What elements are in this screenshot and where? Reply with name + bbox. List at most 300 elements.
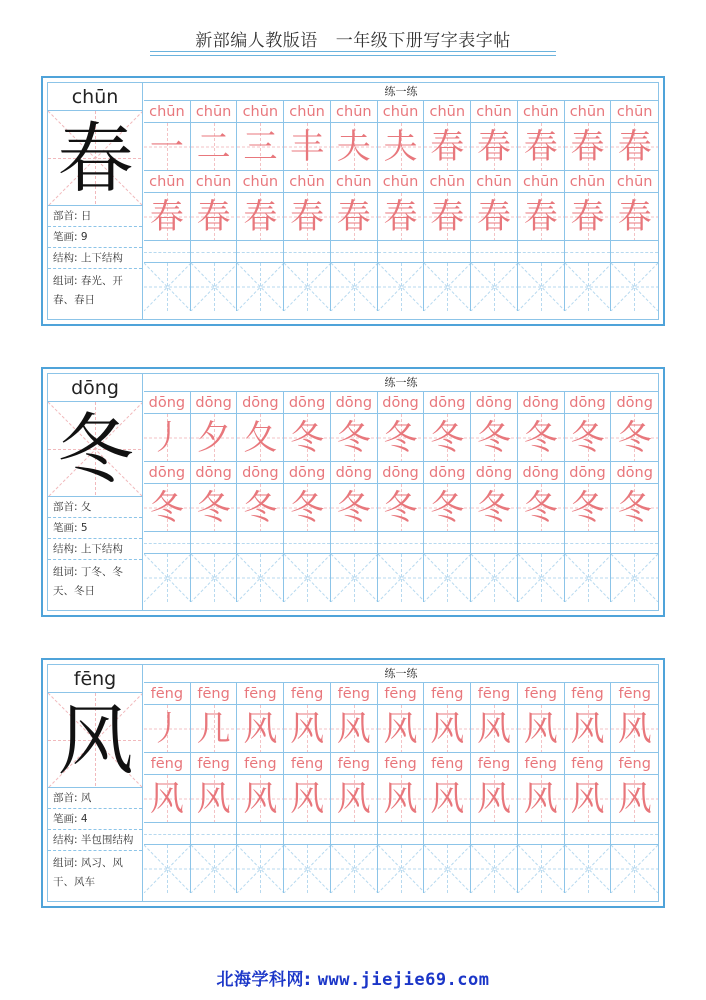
strokes-value: 9 <box>80 231 88 243</box>
stroke-step-cell <box>611 414 658 462</box>
stroke-step-character: 几 <box>196 709 231 749</box>
stroke-step-cell <box>378 123 425 171</box>
pinyin-cell: dōng <box>565 462 612 484</box>
footer-site: 北海学科网: <box>216 970 312 990</box>
pinyin-cell: chūn <box>144 101 191 123</box>
blank-writing-cell[interactable] <box>144 554 191 602</box>
pinyin-cell: fēng <box>565 753 612 775</box>
strokes-label: 笔画: <box>53 522 78 534</box>
footer-url: www.jiejie69.com <box>317 970 490 990</box>
trace-cell <box>191 484 238 532</box>
trace-cell <box>331 775 378 823</box>
trace-cell <box>191 775 238 823</box>
trace-character: 风 <box>477 779 511 819</box>
pinyin-cell: dōng <box>144 392 191 414</box>
blank-writing-cell[interactable] <box>565 263 612 311</box>
trace-cell <box>284 193 331 241</box>
stroke-step-character: 风 <box>430 709 465 749</box>
pinyin-cell: chūn <box>611 171 658 193</box>
blank-pinyin-cell[interactable] <box>471 823 518 845</box>
character-model-box <box>48 693 142 788</box>
structure-value: 上下结构 <box>80 252 123 264</box>
pinyin-cell: chūn <box>331 171 378 193</box>
radical-label: 部首: <box>53 210 78 222</box>
blank-pinyin-cell[interactable] <box>424 823 471 845</box>
structure-label: 结构: <box>53 252 78 264</box>
blank-pinyin-cell[interactable] <box>565 241 612 263</box>
blank-pinyin-cell[interactable] <box>471 532 518 554</box>
blank-writing-cell[interactable] <box>331 845 378 893</box>
trace-character: 冬 <box>383 488 418 528</box>
blank-pinyin-cell[interactable] <box>191 532 238 554</box>
pinyin-cell: chūn <box>191 101 238 123</box>
pinyin-cell: dōng <box>378 462 425 484</box>
stroke-step-character: 丿 <box>149 418 184 458</box>
pinyin-cell: chūn <box>378 101 425 123</box>
pinyin-cell: dōng <box>378 392 425 414</box>
pinyin-cell: dōng <box>424 392 471 414</box>
stroke-step-cell <box>424 414 471 462</box>
trace-cell <box>565 484 612 532</box>
trace-character: 春 <box>477 197 511 237</box>
trace-cell <box>424 193 471 241</box>
radical-info <box>48 497 142 518</box>
pinyin-cell: fēng <box>144 683 191 705</box>
stroke-step-character: 风 <box>523 709 558 749</box>
blank-pinyin-cell[interactable] <box>378 532 425 554</box>
trace-character: 风 <box>336 779 371 819</box>
blank-writing-cell[interactable] <box>378 554 425 602</box>
trace-character: 冬 <box>196 488 231 528</box>
blank-pinyin-cell[interactable] <box>611 823 658 845</box>
blank-pinyin-cell[interactable] <box>611 241 658 263</box>
trace-character: 风 <box>383 779 418 819</box>
stroke-step-character: 夕 <box>196 418 231 458</box>
blank-writing-cell[interactable] <box>331 554 378 602</box>
pinyin-cell: dōng <box>191 462 238 484</box>
blank-writing-cell[interactable] <box>191 554 238 602</box>
trace-cell <box>471 484 518 532</box>
trace-cell <box>424 775 471 823</box>
trace-cell <box>237 775 284 823</box>
stroke-step-cell <box>331 123 378 171</box>
stroke-step-cell <box>518 414 565 462</box>
blank-writing-cell[interactable] <box>284 263 331 311</box>
pinyin-cell: chūn <box>284 101 331 123</box>
blank-writing-cell[interactable] <box>378 845 425 893</box>
blank-writing-cell[interactable] <box>471 554 518 602</box>
stroke-step-cell <box>331 414 378 462</box>
pinyin-cell: dōng <box>144 462 191 484</box>
words-info <box>48 269 142 310</box>
words-value: 春光、开春、春日 <box>53 275 123 306</box>
trace-row <box>144 775 658 823</box>
blank-writing-cell[interactable] <box>284 554 331 602</box>
stroke-step-cell <box>191 414 238 462</box>
stroke-step-cell <box>424 123 471 171</box>
pinyin-cell: chūn <box>471 171 518 193</box>
character-model-box <box>48 111 142 206</box>
stroke-step-character: 风 <box>336 709 371 749</box>
character-card <box>41 76 665 326</box>
pinyin-row <box>144 171 658 193</box>
pinyin-cell: fēng <box>378 683 425 705</box>
blank-writing-cell[interactable] <box>565 845 612 893</box>
trace-character: 冬 <box>617 488 652 528</box>
trace-character: 春 <box>243 197 278 237</box>
pinyin-cell: fēng <box>565 683 612 705</box>
stroke-step-character: 风 <box>617 709 652 749</box>
character-model-box <box>48 402 142 497</box>
stroke-step-cell <box>471 705 518 753</box>
trace-character: 春 <box>149 197 184 237</box>
blank-pinyin-cell[interactable] <box>144 532 191 554</box>
trace-character: 风 <box>570 779 605 819</box>
blank-writing-cell[interactable] <box>424 263 471 311</box>
stroke-step-character: 二 <box>196 127 231 167</box>
stroke-step-cell <box>191 705 238 753</box>
trace-cell <box>611 484 658 532</box>
trace-cell <box>565 775 612 823</box>
blank-pinyin-cell[interactable] <box>518 241 565 263</box>
pinyin-cell: chūn <box>237 101 284 123</box>
stroke-step-cell <box>237 414 284 462</box>
blank-pinyin-cell[interactable] <box>518 823 565 845</box>
pinyin-cell: fēng <box>471 683 518 705</box>
blank-pinyin-cell[interactable] <box>565 823 612 845</box>
pinyin-cell: fēng <box>284 683 331 705</box>
blank-writing-cell[interactable] <box>237 845 284 893</box>
pinyin-cell: dōng <box>518 462 565 484</box>
pinyin-cell: dōng <box>284 462 331 484</box>
trace-character: 冬 <box>149 488 184 528</box>
pinyin-cell: dōng <box>611 392 658 414</box>
stroke-step-character: 春 <box>523 127 558 167</box>
blank-pinyin-cell[interactable] <box>331 241 378 263</box>
words-label: 组词: <box>53 857 78 869</box>
pinyin-cell: chūn <box>191 171 238 193</box>
structure-info <box>48 248 142 269</box>
trace-character: 冬 <box>290 488 325 528</box>
blank-writing-cell[interactable] <box>144 845 191 893</box>
trace-cell <box>471 193 518 241</box>
trace-cell <box>144 193 191 241</box>
trace-character: 风 <box>430 779 465 819</box>
page-header <box>0 26 706 51</box>
trace-cell <box>611 193 658 241</box>
trace-cell <box>611 775 658 823</box>
stroke-count-info <box>48 227 142 248</box>
blank-writing-cell[interactable] <box>611 845 658 893</box>
words-label: 组词: <box>53 275 78 287</box>
blank-pinyin-cell[interactable] <box>284 241 331 263</box>
blank-writing-cell[interactable] <box>237 263 284 311</box>
blank-pinyin-cell[interactable] <box>331 532 378 554</box>
stroke-step-cell <box>331 705 378 753</box>
stroke-step-cell <box>284 414 331 462</box>
stroke-step-cell <box>611 123 658 171</box>
stroke-step-character: 丰 <box>290 127 325 167</box>
words-label: 组词: <box>53 566 78 578</box>
pinyin-cell: chūn <box>518 101 565 123</box>
trace-character: 冬 <box>477 488 511 528</box>
trace-character: 风 <box>290 779 325 819</box>
structure-info <box>48 539 142 560</box>
stroke-step-cell <box>144 123 191 171</box>
header-underline <box>150 51 556 57</box>
blank-writing-cell[interactable] <box>424 554 471 602</box>
stroke-step-character: 风 <box>290 709 325 749</box>
trace-row <box>144 193 658 241</box>
trace-character: 风 <box>523 779 558 819</box>
pinyin-cell: fēng <box>424 753 471 775</box>
blank-writing-cell[interactable] <box>331 263 378 311</box>
blank-pinyin-cell[interactable] <box>237 823 284 845</box>
pinyin-cell: chūn <box>471 101 518 123</box>
pinyin-row <box>144 753 658 775</box>
trace-character: 冬 <box>570 488 605 528</box>
trace-cell <box>424 484 471 532</box>
stroke-order-row <box>144 414 658 462</box>
trace-cell <box>518 484 565 532</box>
stroke-step-cell <box>424 705 471 753</box>
trace-cell <box>144 775 191 823</box>
pinyin-row <box>144 101 658 123</box>
trace-cell <box>144 484 191 532</box>
character-info-column <box>48 374 143 610</box>
blank-writing-cell[interactable] <box>565 554 612 602</box>
pinyin-cell: fēng <box>191 683 238 705</box>
trace-character: 春 <box>383 197 418 237</box>
trace-character: 风 <box>617 779 652 819</box>
stroke-count-info <box>48 809 142 830</box>
character-card <box>41 367 665 617</box>
trace-character: 春 <box>617 197 652 237</box>
pinyin-cell: dōng <box>471 462 518 484</box>
pinyin-cell: dōng <box>284 392 331 414</box>
practice-title: 练一练 <box>144 374 658 392</box>
trace-character: 风 <box>196 779 231 819</box>
blank-writing-cell[interactable] <box>378 263 425 311</box>
pinyin-row <box>144 683 658 705</box>
blank-pinyin-cell[interactable] <box>331 823 378 845</box>
practice-grid <box>144 374 658 610</box>
blank-pinyin-cell[interactable] <box>284 532 331 554</box>
blank-pinyin-cell[interactable] <box>144 241 191 263</box>
pinyin-cell: fēng <box>518 753 565 775</box>
trace-cell <box>237 193 284 241</box>
blank-writing-cell[interactable] <box>191 263 238 311</box>
blank-writing-cell[interactable] <box>518 263 565 311</box>
pinyin-cell: chūn <box>518 171 565 193</box>
character-pinyin: fēng <box>48 665 142 693</box>
stroke-step-cell <box>471 123 518 171</box>
pinyin-cell: chūn <box>424 171 471 193</box>
stroke-step-character: 冬 <box>290 418 325 458</box>
words-info <box>48 851 142 892</box>
blank-writing-cell[interactable] <box>611 554 658 602</box>
pinyin-cell: fēng <box>191 753 238 775</box>
trace-cell <box>191 193 238 241</box>
words-info <box>48 560 142 601</box>
pinyin-cell: fēng <box>471 753 518 775</box>
stroke-step-cell <box>144 705 191 753</box>
blank-writing-cell[interactable] <box>424 845 471 893</box>
radical-value: 风 <box>80 792 92 804</box>
character-info-column <box>48 665 143 901</box>
character-pinyin: chūn <box>48 83 142 111</box>
structure-label: 结构: <box>53 543 78 555</box>
words-value: 风习、风干、风车 <box>53 857 123 888</box>
blank-pinyin-cell[interactable] <box>237 532 284 554</box>
pinyin-cell: dōng <box>518 392 565 414</box>
model-character: 风 <box>57 696 134 785</box>
trace-cell <box>565 193 612 241</box>
pinyin-cell: dōng <box>471 392 518 414</box>
trace-cell <box>471 775 518 823</box>
trace-cell <box>378 775 425 823</box>
pinyin-cell: chūn <box>611 101 658 123</box>
stroke-step-character: 春 <box>430 127 465 167</box>
radical-info <box>48 206 142 227</box>
blank-writing-cell[interactable] <box>518 845 565 893</box>
blank-writing-cell[interactable] <box>144 263 191 311</box>
blank-pinyin-cell[interactable] <box>378 823 425 845</box>
stroke-step-character: 三 <box>243 127 278 167</box>
blank-pinyin-cell[interactable] <box>611 532 658 554</box>
trace-cell <box>284 484 331 532</box>
trace-row <box>144 484 658 532</box>
trace-character: 冬 <box>336 488 371 528</box>
stroke-step-character: 春 <box>570 127 605 167</box>
trace-character: 春 <box>336 197 371 237</box>
stroke-step-character: 冬 <box>430 418 465 458</box>
trace-character: 春 <box>430 197 465 237</box>
trace-cell <box>518 775 565 823</box>
practice-grid <box>144 83 658 319</box>
strokes-label: 笔画: <box>53 813 78 825</box>
pinyin-cell: chūn <box>284 171 331 193</box>
pinyin-cell: dōng <box>331 392 378 414</box>
blank-pinyin-row <box>144 532 658 554</box>
blank-writing-cell[interactable] <box>611 263 658 311</box>
model-character: 冬 <box>57 405 134 494</box>
pinyin-row <box>144 392 658 414</box>
stroke-step-character: 冬 <box>617 418 652 458</box>
stroke-step-character: 丿 <box>149 709 184 749</box>
stroke-step-cell <box>191 123 238 171</box>
stroke-step-cell <box>378 414 425 462</box>
character-info-column <box>48 83 143 319</box>
blank-pinyin-cell[interactable] <box>191 823 238 845</box>
stroke-count-info <box>48 518 142 539</box>
trace-character: 春 <box>570 197 605 237</box>
blank-pinyin-cell[interactable] <box>518 532 565 554</box>
stroke-step-character: 风 <box>570 709 605 749</box>
blank-writing-cell[interactable] <box>518 554 565 602</box>
trace-character: 春 <box>523 197 558 237</box>
trace-cell <box>518 193 565 241</box>
pinyin-cell: dōng <box>424 462 471 484</box>
blank-pinyin-cell[interactable] <box>378 241 425 263</box>
stroke-step-cell <box>237 705 284 753</box>
trace-cell <box>331 193 378 241</box>
pinyin-cell: fēng <box>331 683 378 705</box>
trace-cell <box>237 484 284 532</box>
blank-pinyin-cell[interactable] <box>471 241 518 263</box>
practice-title: 练一练 <box>144 83 658 101</box>
stroke-step-character: 风 <box>383 709 418 749</box>
pinyin-cell: fēng <box>424 683 471 705</box>
character-pinyin: dōng <box>48 374 142 402</box>
blank-pinyin-cell[interactable] <box>237 241 284 263</box>
blank-pinyin-cell[interactable] <box>284 823 331 845</box>
stroke-step-cell <box>378 705 425 753</box>
trace-cell <box>378 193 425 241</box>
pinyin-cell: fēng <box>611 683 658 705</box>
pinyin-cell: chūn <box>378 171 425 193</box>
radical-value: 夂 <box>80 501 92 513</box>
pinyin-cell: chūn <box>331 101 378 123</box>
blank-writing-cell[interactable] <box>471 263 518 311</box>
blank-pinyin-cell[interactable] <box>424 241 471 263</box>
pinyin-cell: fēng <box>237 753 284 775</box>
blank-pinyin-cell[interactable] <box>565 532 612 554</box>
strokes-value: 5 <box>80 522 88 534</box>
stroke-step-cell <box>518 123 565 171</box>
pinyin-cell: chūn <box>144 171 191 193</box>
stroke-step-character: 一 <box>149 127 184 167</box>
blank-pinyin-cell[interactable] <box>191 241 238 263</box>
stroke-order-row <box>144 123 658 171</box>
radical-label: 部首: <box>53 501 78 513</box>
stroke-step-character: 夂 <box>243 418 278 458</box>
practice-grid <box>144 665 658 901</box>
words-value: 丁冬、冬天、冬日 <box>53 566 123 597</box>
stroke-step-cell <box>518 705 565 753</box>
stroke-step-character: 春 <box>617 127 652 167</box>
blank-writing-cell[interactable] <box>471 845 518 893</box>
stroke-step-character: 风 <box>243 709 278 749</box>
pinyin-cell: fēng <box>378 753 425 775</box>
radical-info <box>48 788 142 809</box>
stroke-step-cell <box>611 705 658 753</box>
stroke-step-cell <box>144 414 191 462</box>
character-card <box>41 658 665 908</box>
blank-pinyin-cell[interactable] <box>424 532 471 554</box>
pinyin-cell: dōng <box>331 462 378 484</box>
trace-cell <box>378 484 425 532</box>
stroke-step-character: 冬 <box>336 418 371 458</box>
blank-writing-cell[interactable] <box>191 845 238 893</box>
stroke-step-character: 风 <box>477 709 511 749</box>
header-left: 新部编人教版语 <box>195 31 318 51</box>
blank-writing-cell[interactable] <box>237 554 284 602</box>
stroke-step-character: 冬 <box>477 418 511 458</box>
trace-character: 冬 <box>430 488 465 528</box>
trace-character: 风 <box>243 779 278 819</box>
stroke-step-character: 冬 <box>570 418 605 458</box>
blank-writing-cell[interactable] <box>284 845 331 893</box>
trace-character: 冬 <box>243 488 278 528</box>
pinyin-cell: chūn <box>237 171 284 193</box>
structure-label: 结构: <box>53 834 78 846</box>
structure-value: 上下结构 <box>80 543 123 555</box>
pinyin-cell: chūn <box>424 101 471 123</box>
pinyin-cell: dōng <box>237 392 284 414</box>
strokes-label: 笔画: <box>53 231 78 243</box>
blank-pinyin-cell[interactable] <box>144 823 191 845</box>
